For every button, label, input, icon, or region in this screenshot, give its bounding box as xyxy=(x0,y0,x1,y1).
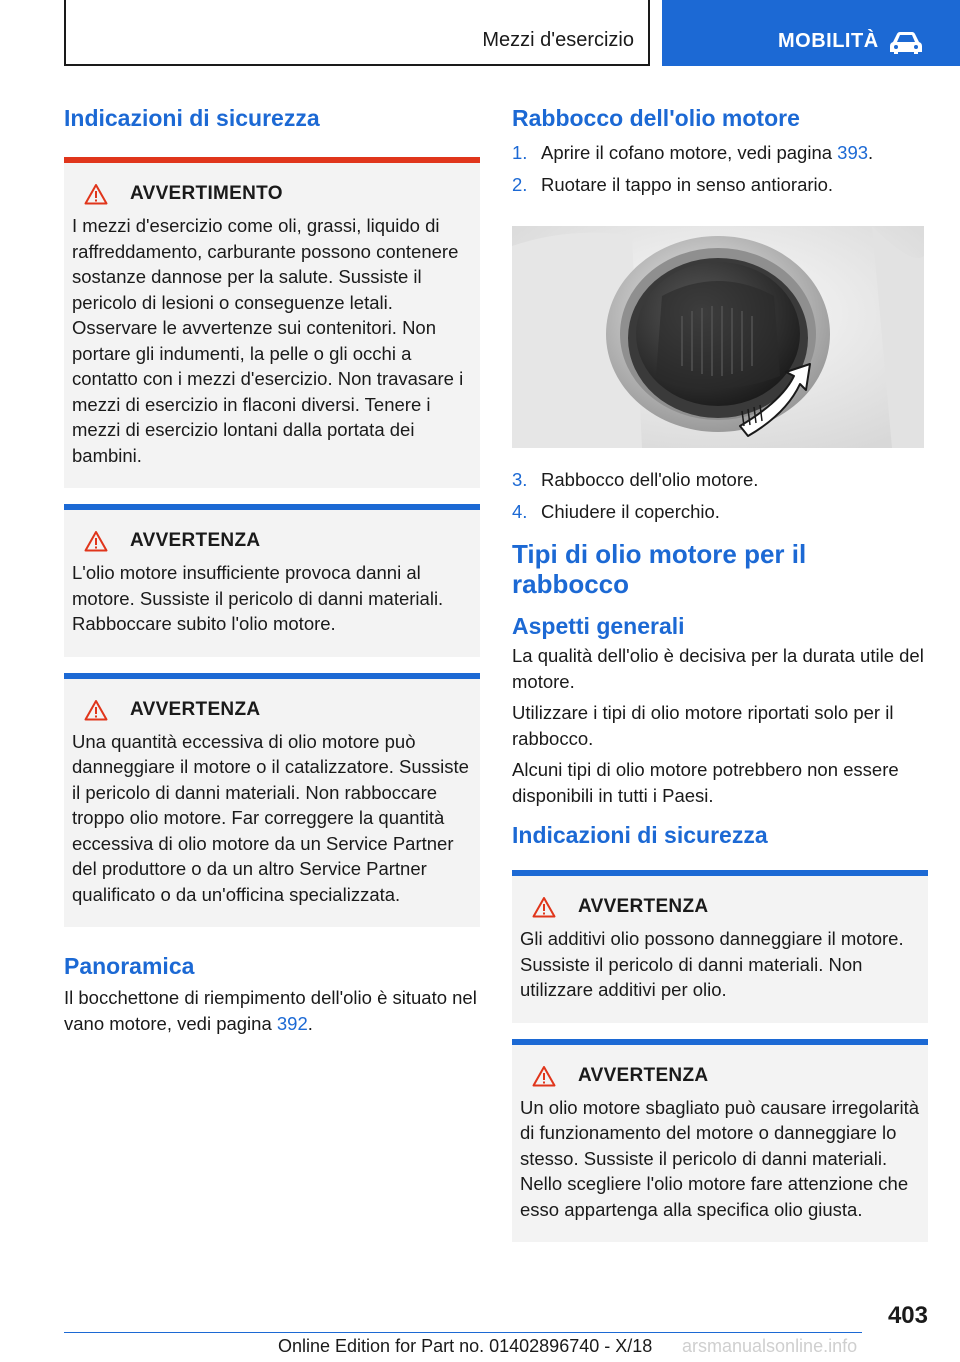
heading-general: Aspetti generali xyxy=(512,613,685,639)
warning-label: AVVERTIMENTO xyxy=(130,183,283,204)
heading-overview: Panoramica xyxy=(64,953,195,979)
header-chapter-tab[interactable] xyxy=(662,0,960,66)
warning-text: L'olio motore insufficiente provoca danni al motore. Sussiste il pericolo di danni materiali. Rabboccare subito l'olio motore. xyxy=(72,562,444,634)
heading-oil-types: Tipi di olio motore per il rabbocco xyxy=(512,539,807,599)
page-number: 403 xyxy=(887,1302,928,1329)
list-item xyxy=(512,467,928,493)
heading-topping-up: Rabbocco dell'olio motore xyxy=(512,105,800,131)
left-column xyxy=(64,100,480,1036)
header-section-box xyxy=(64,0,650,66)
oil-filler-cap-illustration xyxy=(512,226,924,448)
steps-list-a xyxy=(512,140,928,198)
chapter-name: MOBILITÀ xyxy=(778,30,879,52)
section-name: Mezzi d'esercizio xyxy=(482,29,634,51)
warning-text: Una quantità eccessiva di olio motore può danneggiare il motore o il catalizzatore. Sussiste il pericolo di danni materiali. Non rabboccare troppo olio motore. Far correggere la quantità eccessiva di olio motore da un Service Partner del produttore o da un altro Service Partner qualificato o da un'officina specializzata. xyxy=(72,730,469,905)
warning-box-3 xyxy=(64,673,480,928)
step-number: 1. xyxy=(512,142,528,163)
car-icon xyxy=(888,30,924,56)
warning-box-4 xyxy=(512,870,928,1023)
step-text: Chiudere il coperchio. xyxy=(541,501,720,522)
overview-text: Il bocchettone di riempimento dell'olio è situato nel vano motore, vedi pagina xyxy=(64,987,477,1034)
warning-text: I mezzi d'esercizio come oli, grassi, liquido di raffreddamento, carburante possono contenere sostanze dannose per la salute. Sussiste il pericolo di lesioni o conseguenze letali. Osservare le avvertenze sui contenitori. Non portare gli indumenti, la pelle o gli occhi a contatto con i mezzi d'esercizio. Non travasare i mezzi di esercizio in flaconi diversi. Tenere i mezzi di esercizio lontani dalla portata dei bambini. xyxy=(72,215,464,466)
list-item xyxy=(512,499,928,525)
overview-end: . xyxy=(307,1012,313,1034)
warning-triangle-icon xyxy=(532,896,556,918)
paragraph: La qualità dell'olio è decisiva per la durata utile del motore. xyxy=(512,645,924,692)
paragraph: Utilizzare i tipi di olio motore riportati solo per il rabbocco. xyxy=(512,702,894,749)
page-link-393[interactable]: 393 xyxy=(837,142,869,163)
list-item xyxy=(512,172,928,198)
right-column xyxy=(512,100,928,1242)
footer-divider xyxy=(64,1332,862,1333)
list-item xyxy=(512,140,928,166)
step-number: 2. xyxy=(512,174,528,195)
edition-text: Online Edition for Part no. 01402896740 - X/18 xyxy=(278,1336,653,1356)
overview-paragraph xyxy=(64,985,480,1036)
step-number: 3. xyxy=(512,469,528,490)
heading-safety-2: Indicazioni di sicurezza xyxy=(512,822,768,848)
warning-triangle-icon xyxy=(84,183,108,205)
paragraph: Alcuni tipi di olio motore potrebbero non essere disponibili in tutti i Paesi. xyxy=(512,759,899,806)
page-link-392[interactable]: 392 xyxy=(276,1012,308,1034)
warning-label: AVVERTENZA xyxy=(578,1064,709,1086)
step-text: Aprire il cofano motore, vedi pagina 393. xyxy=(541,142,874,163)
step-number: 4. xyxy=(512,501,528,522)
step-text: Rabbocco dell'olio motore. xyxy=(541,469,759,490)
step-text: Ruotare il tappo in senso antiorario. xyxy=(541,174,834,195)
warning-box-1 xyxy=(64,157,480,488)
steps-list-b xyxy=(512,467,928,525)
heading-safety: Indicazioni di sicurezza xyxy=(64,105,320,131)
warning-triangle-icon xyxy=(84,699,108,721)
warning-box-2 xyxy=(64,504,480,657)
warning-triangle-icon xyxy=(532,1065,556,1087)
warning-box-5 xyxy=(512,1039,928,1243)
warning-label: AVVERTENZA xyxy=(578,896,709,917)
warning-text: Gli additivi olio possono danneggiare il motore. Sussiste il pericolo di danni materiali. Non utilizzare additivi per olio. xyxy=(520,928,904,1000)
warning-text: Un olio motore sbagliato può causare irregolarità di funzionamento del motore o danneggiare lo stesso. Sussiste il pericolo di danni materiali. Nello scegliere l'olio motore fare attenzione che esso appartenga alla specifica olio giusta. xyxy=(520,1096,919,1220)
watermark: arsmanualsonline.info xyxy=(682,1336,858,1356)
warning-label: AVVERTENZA xyxy=(130,698,261,720)
warning-label: AVVERTENZA xyxy=(130,530,261,551)
warning-triangle-icon xyxy=(84,530,108,552)
